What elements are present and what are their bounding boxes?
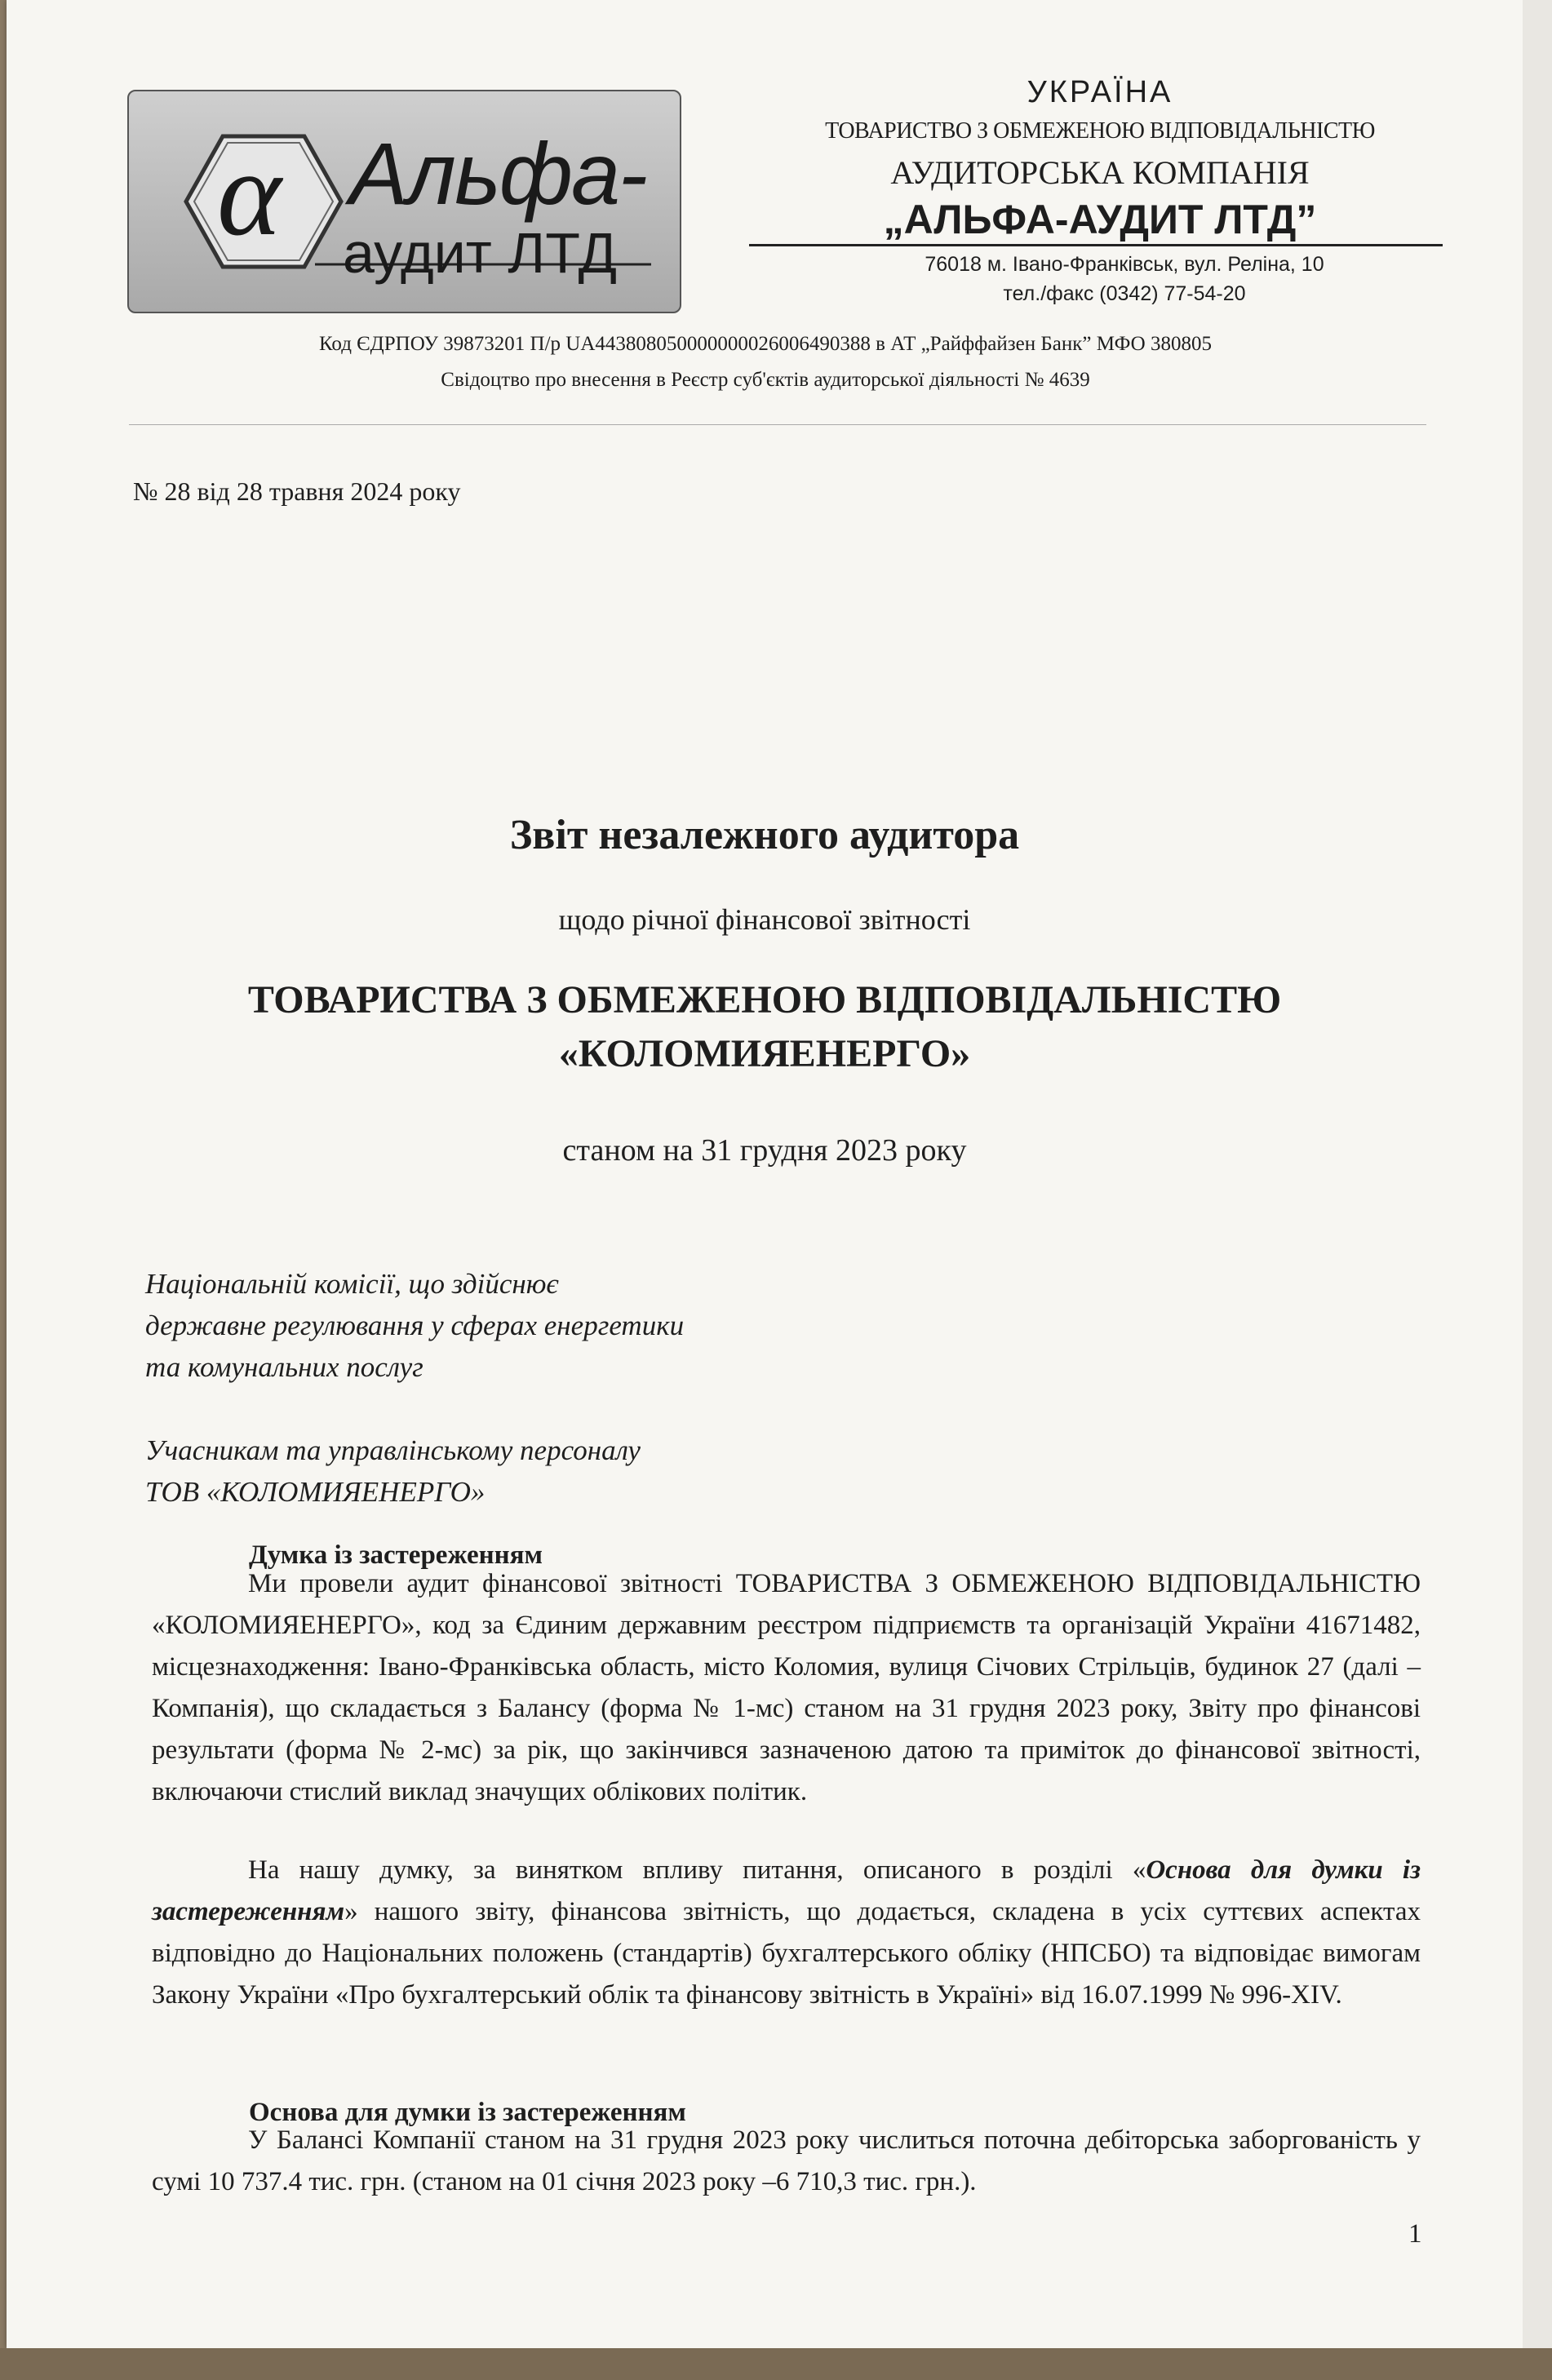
- addressee-line: ТОВ «КОЛОМИЯЕНЕРГО»: [145, 1476, 486, 1508]
- report-subtitle: щодо річної фінансової звітності: [558, 903, 971, 936]
- company-logo: [127, 90, 681, 313]
- registration-bank-details: Код ЄДРПОУ 39873201 П/р UA443808050000000026006490388 в АТ „Райффайзен Банк” МФО 380805: [319, 333, 1212, 355]
- addressee-regulator: [145, 1263, 684, 1388]
- background-edge: [1523, 0, 1552, 2348]
- header-company-name: „АЛЬФА-АУДИТ ЛТД”: [883, 197, 1317, 242]
- header-contacts: [839, 250, 1410, 308]
- report-date: станом на 31 грудня 2023 року: [562, 1133, 967, 1168]
- header-company-kind: АУДИТОРСЬКА КОМПАНІЯ: [890, 154, 1310, 191]
- addressee-line: та комунальних послуг: [145, 1351, 423, 1383]
- header-phone: тел./факс (0342) 77-54-20: [1003, 282, 1246, 305]
- letterhead-divider: [129, 424, 1426, 425]
- addressee-line: Національній комісії, що здійснює: [145, 1268, 559, 1300]
- section-heading-opinion: Думка із застереженням: [249, 1540, 543, 1570]
- document-reference: № 28 від 28 травня 2024 року: [133, 476, 461, 506]
- page-number: 1: [1408, 2219, 1422, 2249]
- paragraph-basis: [152, 2120, 1421, 2203]
- paragraph-emphasis: Основа для думки із застереженням: [152, 1855, 1421, 1926]
- organization-name-line1: ТОВАРИСТВА З ОБМЕЖЕНОЮ ВІДПОВІДАЛЬНІСТЮ: [247, 978, 1282, 1022]
- report-title: Звіт незалежного аудитора: [509, 812, 1020, 858]
- paragraph-text: Ми провели аудит фінансової звітності ТОВАРИСТВА З ОБМЕЖЕНОЮ ВІДПОВІДАЛЬНІСТЮ «КОЛОМИЯЕНЕРГО», код за Єдиним державним реєстром підприємств та організацій України 41671482, місцезнаходження: Івано-Франківська область, місто Коломия, вулиця Січових Стрільців, будинок 27 (далі – Компанія), що складається з Балансу (форма № 1-мс) станом на 31 грудня 2023 року, Звіту про фінансові результати (форма № 2-мс) за рік, що закінчився зазначеною датою та приміток до фінансової звітності, включаючи стислий виклад значущих облікових політик.: [152, 1569, 1421, 1806]
- paragraph-text: У Балансі Компанії станом на 31 грудня 2023 року числиться поточна дебіторська заборгованість у сумі 10 737.4 тис. грн. (станом на 01 січня 2023 року –6 710,3 тис. грн.).: [152, 2125, 1421, 2196]
- addressee-participants: [145, 1429, 641, 1513]
- paragraph-opinion: [152, 1563, 1421, 1813]
- paragraph-opinion-conclusion: [152, 1850, 1421, 2016]
- header-company-type: ТОВАРИСТВО З ОБМЕЖЕНОЮ ВІДПОВІДАЛЬНІСТЮ: [825, 118, 1375, 144]
- header-address: 76018 м. Івано-Франківськ, вул. Реліна, 10: [925, 253, 1324, 276]
- section-heading-basis: Основа для думки із застереженням: [249, 2098, 686, 2127]
- header-country: УКРАЇНА: [1027, 75, 1173, 109]
- addressee-line: Учасникам та управлінському персоналу: [145, 1434, 641, 1466]
- paragraph-text-end: » нашого звіту, фінансова звітність, що додається, складена в усіх суттєвих аспектах відповідно до Національних положень (стандартів) бухгалтерського обліку (НПСБО) та відповідає вимогам Закону України «Про бухгалтерський облік та фінансову звітність в Україні» від 16.07.1999 № 996-XIV.: [152, 1897, 1421, 2010]
- organization-name-line2: «КОЛОМИЯЕНЕРГО»: [558, 1032, 971, 1075]
- addressee-line: державне регулювання у сферах енергетики: [145, 1310, 685, 1341]
- logo-text-line2: аудит ЛТД: [343, 221, 618, 285]
- table-surface: [0, 2348, 1552, 2380]
- registration-certificate: Свідоцтво про внесення в Реєстр суб'єктів аудиторської діяльності № 4639: [441, 369, 1090, 391]
- document-page: [7, 0, 1523, 2348]
- paragraph-text-start: На нашу думку, за винятком впливу питання, описаного в розділі «: [248, 1855, 1146, 1885]
- logo-alpha-symbol: α: [217, 126, 282, 261]
- logo-text-line1: Альфа-: [349, 124, 646, 223]
- header-divider: [749, 244, 1443, 246]
